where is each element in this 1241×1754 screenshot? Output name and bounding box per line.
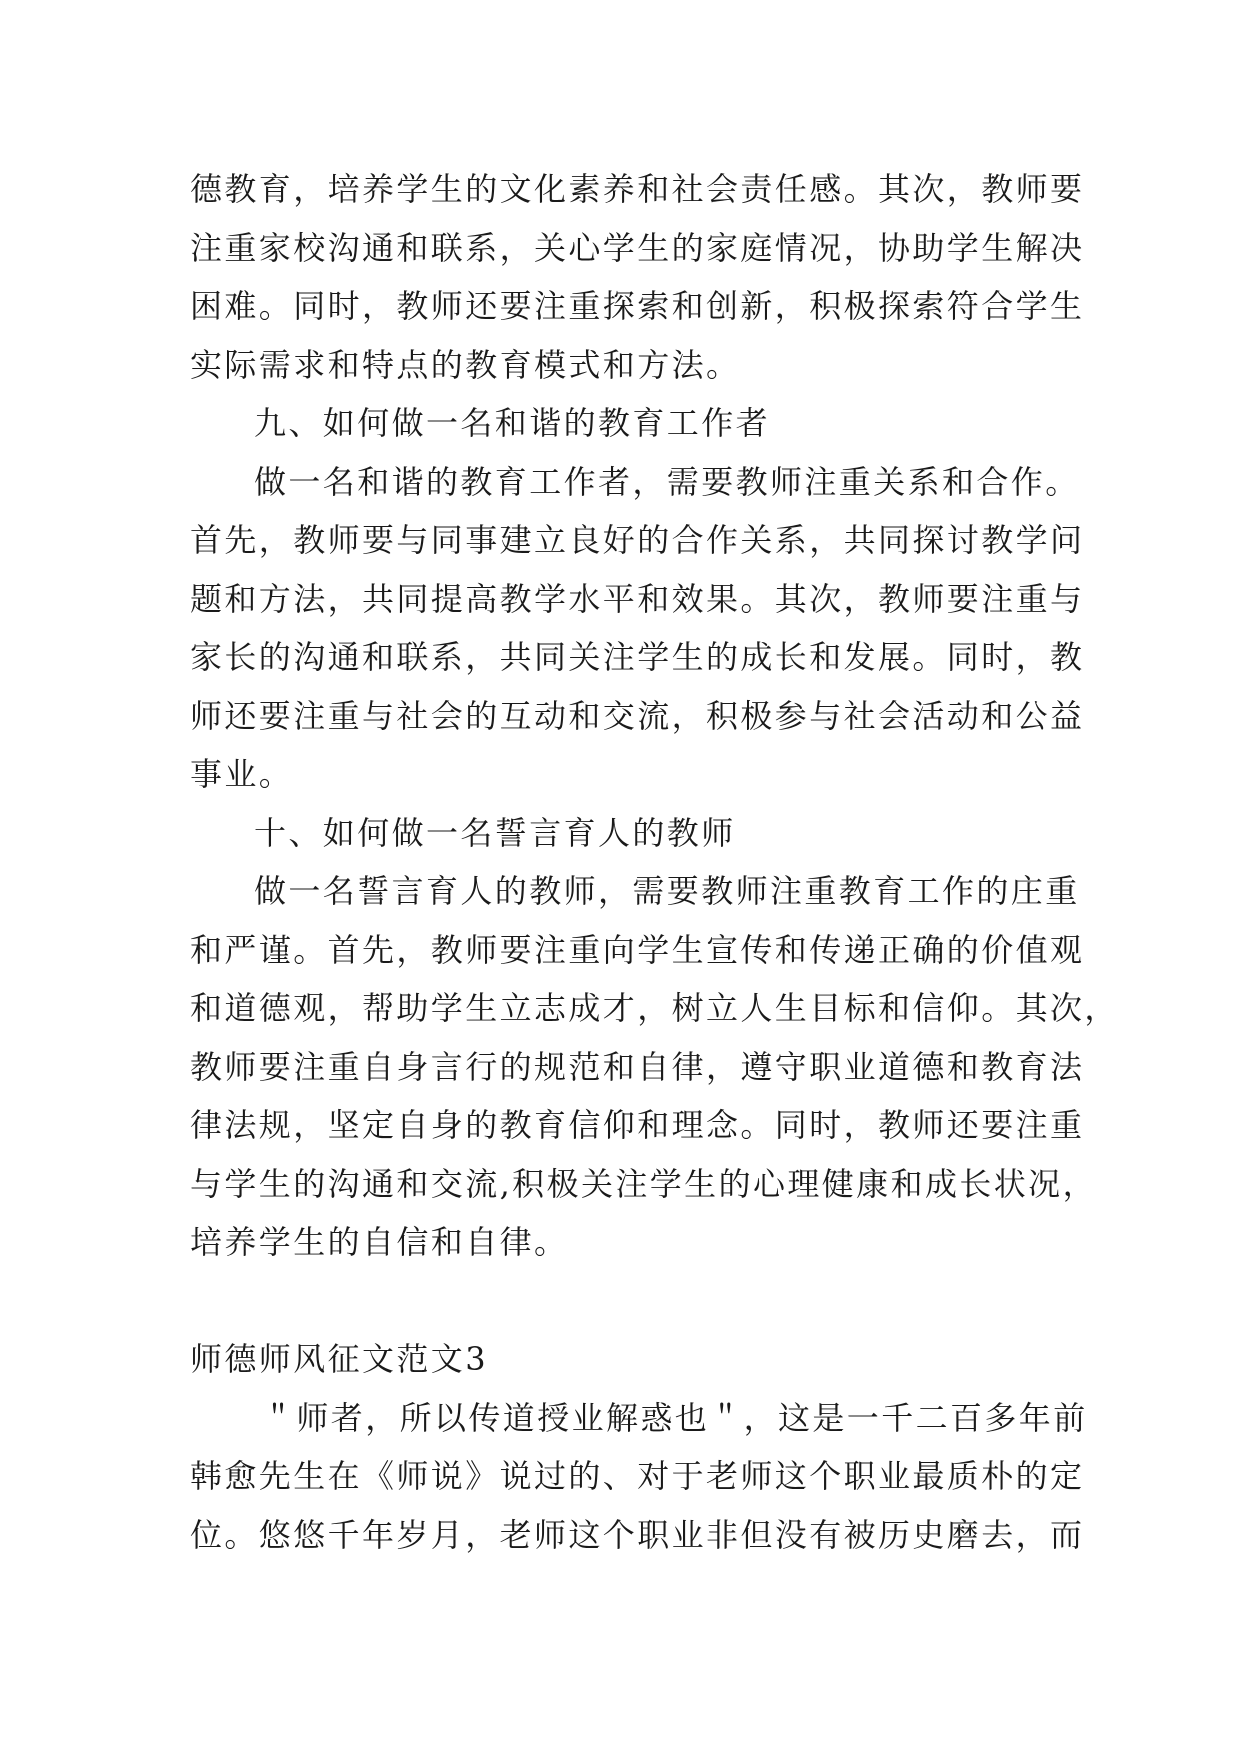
text-line: 做一名和谐的教育工作者，需要教师注重关系和合作。 <box>254 462 1080 501</box>
text-line: 与学生的沟通和交流,积极关注学生的心理健康和成长状况， <box>190 1164 1097 1203</box>
section-heading-9: 九、如何做一名和谐的教育工作者 <box>254 404 771 442</box>
text-line: 和严谨。首先，教师要注重向学生宣传和传递正确的价值观 <box>190 930 1085 969</box>
text-line: 位。悠悠千年岁月，老师这个职业非但没有被历史磨去，而 <box>190 1515 1085 1554</box>
section-heading-10: 十、如何做一名誓言育人的教师 <box>254 813 736 852</box>
text-line: 培养学生的自信和自律。 <box>190 1223 569 1261</box>
text-line: 家长的沟通和联系，共同关注学生的成长和发展。同时，教 <box>190 638 1085 676</box>
text-line: 困难。同时，教师还要注重探索和创新，积极探索符合学生 <box>190 287 1085 325</box>
text-line: 实际需求和特点的教育模式和方法。 <box>190 345 741 384</box>
text-line: 律法规，坚定自身的教育信仰和理念。同时，教师还要注重 <box>190 1106 1085 1144</box>
text-line: 德教育，培养学生的文化素养和社会责任感。其次，教师要 <box>190 170 1085 208</box>
article-title: 师德师风征文范文3 <box>190 1340 488 1378</box>
text-line: 注重家校沟通和联系，关心学生的家庭情况，协助学生解决 <box>190 228 1085 267</box>
document-body <box>190 160 1119 1564</box>
text-line: ＂师者，所以传道授业解惑也＂，这是一千二百多年前 <box>262 1398 1088 1437</box>
blank-line <box>190 1272 1070 1331</box>
text-line: 师还要注重与社会的互动和交流，积极参与社会活动和公益 <box>190 696 1085 735</box>
text-line: 和道德观，帮助学生立志成才，树立人生目标和信仰。其次， <box>190 989 1119 1027</box>
text-line: 题和方法，共同提高教学水平和效果。其次，教师要注重与 <box>190 579 1085 618</box>
text-line: 教师要注重自身言行的规范和自律，遵守职业道德和教育法 <box>190 1047 1085 1086</box>
text-line: 事业。 <box>190 755 294 793</box>
text-line: 韩愈先生在《师说》说过的、对于老师这个职业最质朴的定 <box>190 1457 1085 1495</box>
text-line: 首先，教师要与同事建立良好的合作关系，共同探讨教学问 <box>190 521 1085 559</box>
text-line: 做一名誓言育人的教师，需要教师注重教育工作的庄重 <box>254 872 1080 910</box>
